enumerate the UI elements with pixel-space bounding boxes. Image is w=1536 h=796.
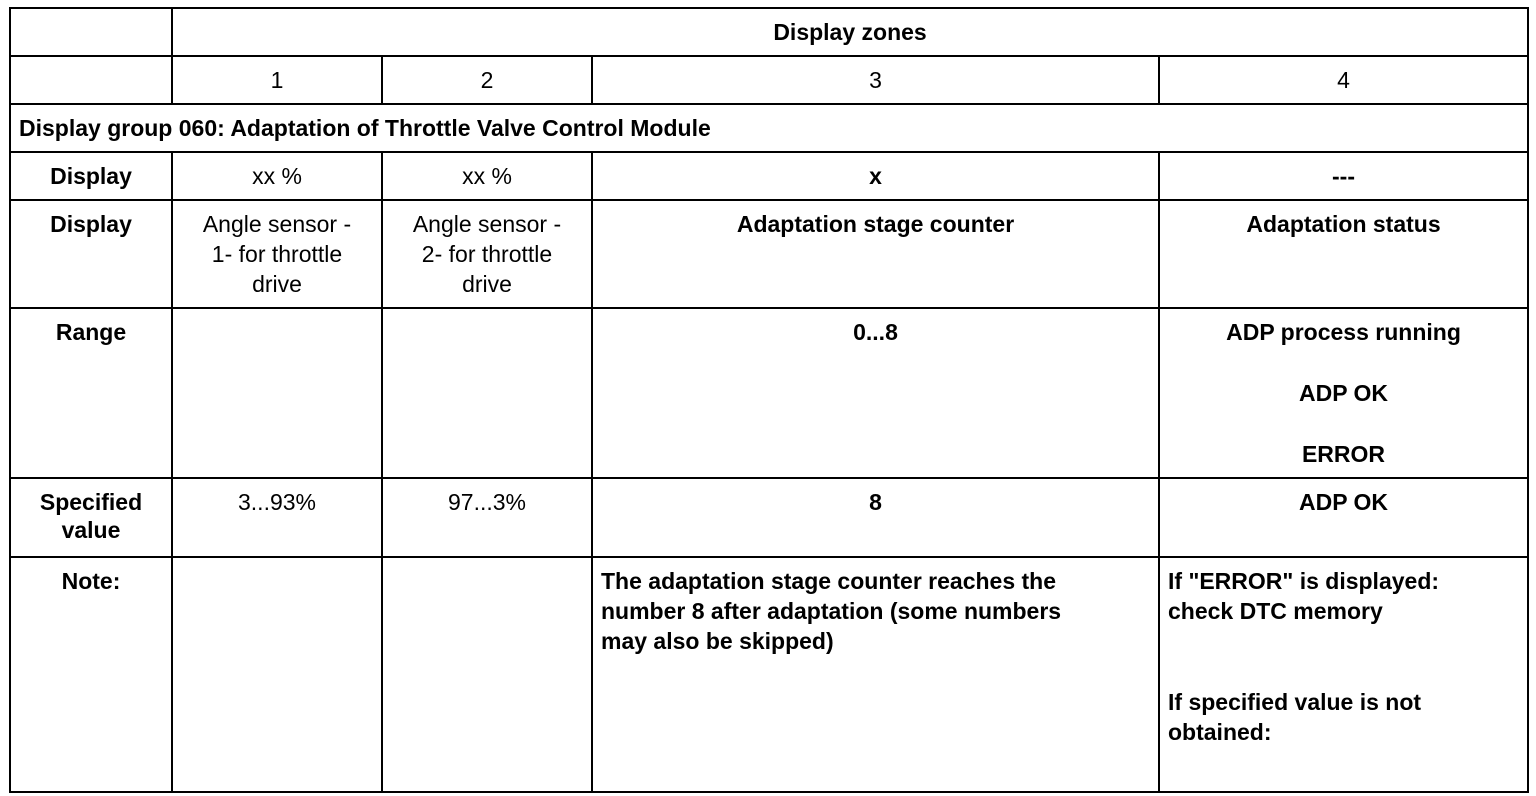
corner-cell-2 — [10, 56, 172, 104]
zone-1-range — [172, 308, 382, 478]
zone-3-name: Adaptation stage counter — [592, 200, 1159, 308]
zone-2-header: 2 — [382, 56, 592, 104]
zone-2-specified: 97...3% — [382, 478, 592, 557]
note-line: obtained: — [1168, 719, 1272, 745]
zone-2-note — [382, 557, 592, 792]
zone-4-name: Adaptation status — [1159, 200, 1528, 308]
zone-2-format: xx % — [382, 152, 592, 200]
group-title-row — [10, 104, 1528, 152]
zone-2-name-line: Angle sensor - — [412, 211, 562, 237]
display-name-row — [10, 200, 1528, 308]
row-label-display: Display — [10, 152, 172, 200]
corner-cell — [10, 8, 172, 56]
zone-3-format: x — [592, 152, 1159, 200]
zone-4-note — [1159, 557, 1528, 792]
specified-label-line: Specified — [39, 489, 143, 515]
zone-3-header: 3 — [592, 56, 1159, 104]
specified-label-line: value — [61, 517, 121, 543]
row-label-note: Note: — [10, 557, 172, 792]
display-group-table — [9, 7, 1529, 793]
zone-4-format: --- — [1159, 152, 1528, 200]
zone-2-range — [382, 308, 592, 478]
zone-3-range: 0...8 — [592, 308, 1159, 478]
zone-numbers-row — [10, 56, 1528, 104]
row-label-range: Range — [10, 308, 172, 478]
row-label-display-2: Display — [10, 200, 172, 308]
zone-1-note — [172, 557, 382, 792]
zone-2-name — [382, 200, 592, 308]
zone-1-specified: 3...93% — [172, 478, 382, 557]
range-item: ADP process running — [1226, 319, 1461, 345]
note-row — [10, 557, 1528, 792]
note-line: may also be skipped) — [601, 628, 834, 654]
display-format-row — [10, 152, 1528, 200]
range-row — [10, 308, 1528, 478]
zone-2-name-line: drive — [462, 271, 512, 297]
note-line: If specified value is not — [1168, 689, 1422, 715]
zone-1-name-line: 1- for throttle — [211, 241, 343, 267]
zone-4-header: 4 — [1159, 56, 1528, 104]
note-line: The adaptation stage counter reaches the — [601, 568, 1057, 594]
note-line: check DTC memory — [1168, 598, 1383, 624]
zone-1-format: xx % — [172, 152, 382, 200]
header-row — [10, 8, 1528, 56]
zone-2-name-line: 2- for throttle — [421, 241, 553, 267]
zone-1-name-line: drive — [252, 271, 302, 297]
zone-1-name — [172, 200, 382, 308]
zone-4-specified: ADP OK — [1159, 478, 1528, 557]
zone-4-range — [1159, 308, 1528, 478]
group-title: Display group 060: Adaptation of Throttle Valve Control Module — [10, 104, 1528, 152]
display-zones-header: Display zones — [172, 8, 1528, 56]
range-item: ERROR — [1301, 441, 1386, 467]
specified-value-row — [10, 478, 1528, 557]
row-label-specified — [10, 478, 172, 557]
note-line: number 8 after adaptation (some numbers — [601, 598, 1062, 624]
zone-1-header: 1 — [172, 56, 382, 104]
note-line: If "ERROR" is displayed: — [1168, 568, 1440, 594]
zone-1-name-line: Angle sensor - — [202, 211, 352, 237]
zone-3-note — [592, 557, 1159, 792]
zone-3-specified: 8 — [592, 478, 1159, 557]
range-item: ADP OK — [1298, 380, 1389, 406]
